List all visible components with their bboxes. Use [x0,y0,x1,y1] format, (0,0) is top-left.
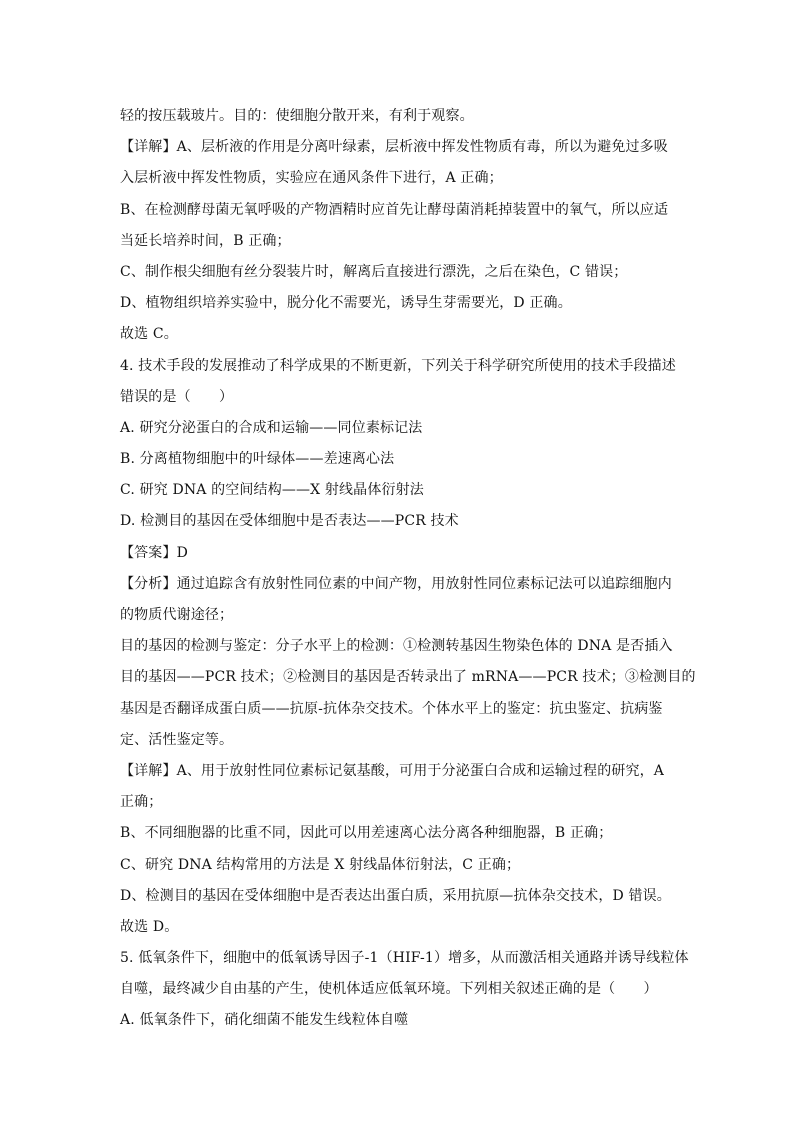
text-line: 故选 C。 [120,326,178,343]
text-line: D、检测目的基因在受体细胞中是否表达出蛋白质，采用抗原—抗体杂交技术，D 错误。 [120,887,671,904]
question-4-stem-cont: 错误的是（ ） [120,388,234,405]
question-4-option-b: B. 分离植物细胞中的叶绿体——差速离心法 [120,451,395,468]
answer-line: 【答案】D [120,544,188,561]
text-line: 故选 D。 [120,918,179,935]
text-line: 的物质代谢途径； [120,607,234,623]
question-5-option-a: A. 低氧条件下，硝化细菌不能发生线粒体自噬 [120,1012,409,1029]
question-5-stem: 5. 低氧条件下，细胞中的低氧诱导因子-1（HIF-1）增多，从而激活相关通路并诱导线粒体 [120,950,689,967]
analysis-line: 【分析】通过追踪含有放射性同位素的中间产物，用放射性同位素标记法可以追踪细胞内 [120,575,672,592]
text-line: 定、活性鉴定等。 [120,731,234,748]
text-line: 基因是否翻译成蛋白质——抗原-抗体杂交技术。个体水平上的鉴定：抗虫鉴定、抗病鉴 [120,700,663,717]
text-line: C、制作根尖细胞有丝分裂装片时，解离后直接进行漂洗，之后在染色，C 错误； [120,263,628,280]
text-line: 【详解】A、层析液的作用是分离叶绿素，层析液中挥发性物质有毒，所以为避免过多吸 [120,139,668,156]
question-4-stem: 4. 技术手段的发展推动了科学成果的不断更新，下列关于科学研究所使用的技术手段描述 [120,357,676,374]
text-line: 当延长培养时间，B 正确； [120,232,291,249]
detail-line: 【详解】A、用于放射性同位素标记氨基酸，可用于分泌蛋白合成和运输过程的研究，A [120,762,665,779]
question-4-option-c: C. 研究 DNA 的空间结构——X 射线晶体衍射法 [120,482,424,499]
question-4-option-d: D. 检测目的基因在受体细胞中是否表达——PCR 技术 [120,513,459,530]
text-line: 轻的按压载玻片。目的：使细胞分散开来，有利于观察。 [120,108,474,124]
text-line: B、不同细胞器的比重不同，因此可以用差速离心法分离各种细胞器，B 正确； [120,825,613,842]
text-line: 目的基因——PCR 技术；②检测目的基因是否转录出了 mRNA——PCR 技术；③检测目的 [120,669,696,686]
text-line: C、研究 DNA 结构常用的方法是 X 射线晶体衍射法，C 正确； [120,856,521,873]
text-line: 正确； [120,794,163,811]
question-4-option-a: A. 研究分泌蛋白的合成和运输——同位素标记法 [120,419,423,436]
document-body [120,101,696,1037]
text-line: B、在检测酵母菌无氧呼吸的产物酒精时应首先让酵母菌消耗掉装置中的氧气，所以应适 [120,201,669,218]
text-line: D、植物组织培养实验中，脱分化不需要光，诱导生芽需要光，D 正确。 [120,295,572,312]
text-line: 目的基因的检测与鉴定：分子水平上的检测：①检测转基因生物染色体的 DNA 是否插入 [120,638,673,655]
question-5-stem-cont: 自噬，最终减少自由基的产生，使机体适应低氧环境。下列相关叙述正确的是（ ） [120,981,658,998]
text-line: 入层析液中挥发性物质，实验应在通风条件下进行，A 正确； [120,170,503,187]
